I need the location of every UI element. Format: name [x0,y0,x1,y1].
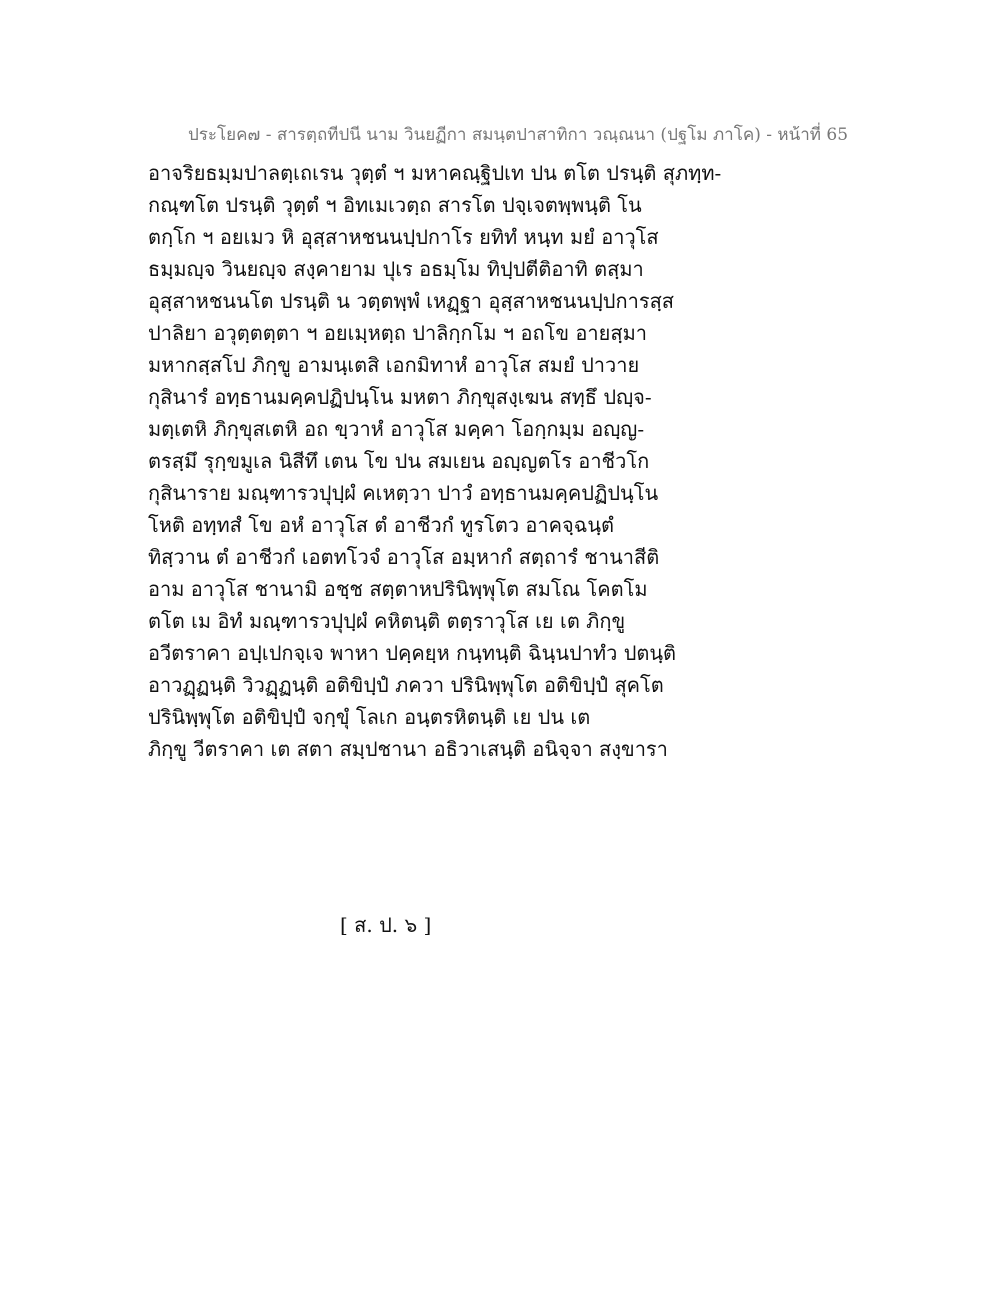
text-line: อวีตราคา อปฺเปกจฺเจ พาหา ปคฺคยฺห กนฺทนฺติ ฉินฺนปาทํว ปตนฺติ [148,641,677,665]
body-text [148,157,748,765]
text-line: ตรสฺมึ รุกฺขมูเล นิสีทึ เตน โข ปน สมเยน อญฺญตโร อาชีวโก [148,449,650,473]
text-line: มหากสฺสโป ภิกฺขู อามนฺเตสิ เอกมิทาหํ อาวุโส สมยํ ปาวาย [148,353,640,377]
text-line: อาวฏฺฏนฺติ วิวฏฺฏนฺติ อติขิปฺปํ ภควา ปรินิพฺพุโต อติขิปฺปํ สุคโต [148,673,664,697]
text-line: กุสินารํ อทฺธานมคฺคปฏิปนฺโน มหตา ภิกฺขุสงฺเฆน สทฺธึ ปญฺจ- [148,385,652,409]
text-line: ทิสฺวาน ตํ อาชีวกํ เอตทโวจํ อาวุโส อมฺหากํ สตฺถารํ ชานาสีติ [148,545,660,569]
text-line: อุสฺสาหชนนโต ปรนฺติ น วตฺตพฺพํ เหฏฺฐา อุสฺสาหชนนปฺปการสฺส [148,289,674,313]
text-line: อาจริยธมฺมปาลตฺเถเรน วุตฺตํ ฯ มหาคณฺฐิปเท ปน ตโต ปรนฺติ สุภทฺท- [148,161,722,185]
text-line: ธมฺมญฺจ วินยญฺจ สงฺคายาม ปุเร อธมฺโม ทิปฺปตีติอาทิ ตสฺมา [148,257,644,281]
text-line: กณฺฑโต ปรนฺติ วุตฺตํ ฯ อิทเมเวตฺถ สารโต ปจฺเจตพฺพนฺติ โน [148,193,642,217]
text-line: ปรินิพฺพุโต อติขิปฺปํ จกฺขุํ โลเก อนฺตรหิตนฺติ เย ปน เต [148,705,591,729]
text-line: อาม อาวุโส ชานามิ อชฺช สตฺตาหปรินิพฺพุโต สมโณ โคตโม [148,577,648,601]
running-header: ประโยค๗ - สารตฺถทีปนี นาม วินยฏีกา สมนฺตปาสาทิกา วณฺณนา (ปฐโม ภาโค) - หน้าที่ 65 [188,125,849,145]
text-line: ตกฺโก ฯ อยเมว หิ อุสฺสาหชนนปฺปกาโร ยทิทํ หนฺท มยํ อาวุโส [148,225,659,249]
text-line: ภิกฺขู วีตราคา เต สตา สมฺปชานา อธิวาเสนฺติ อนิจฺจา สงฺขารา [148,737,668,761]
text-line: มตฺเตหิ ภิกฺขุสเตหิ อถ ขฺวาหํ อาวุโส มคฺคา โอกฺกมฺม อญฺญ- [148,417,645,441]
page-marker: [ ส. ป. ๖ ] [340,913,432,937]
text-line: กุสินาราย มณฺฑารวปุปฺผํ คเหตฺวา ปาวํ อทฺธานมคฺคปฏิปนฺโน [148,481,659,505]
text-line: ตโต เม อิทํ มณฺฑารวปุปฺผํ คหิตนฺติ ตตฺราวุโส เย เต ภิกฺขู [148,609,626,633]
text-line: โหติ อทฺทสํ โข อหํ อาวุโส ตํ อาชีวกํ ทูรโตว อาคจฺฉนฺตํ [148,513,615,537]
text-line: ปาลิยา อวุตฺตตฺตา ฯ อยเมฺหตฺถ ปาลิกฺกโม ฯ อถโข อายสฺมา [148,321,647,345]
